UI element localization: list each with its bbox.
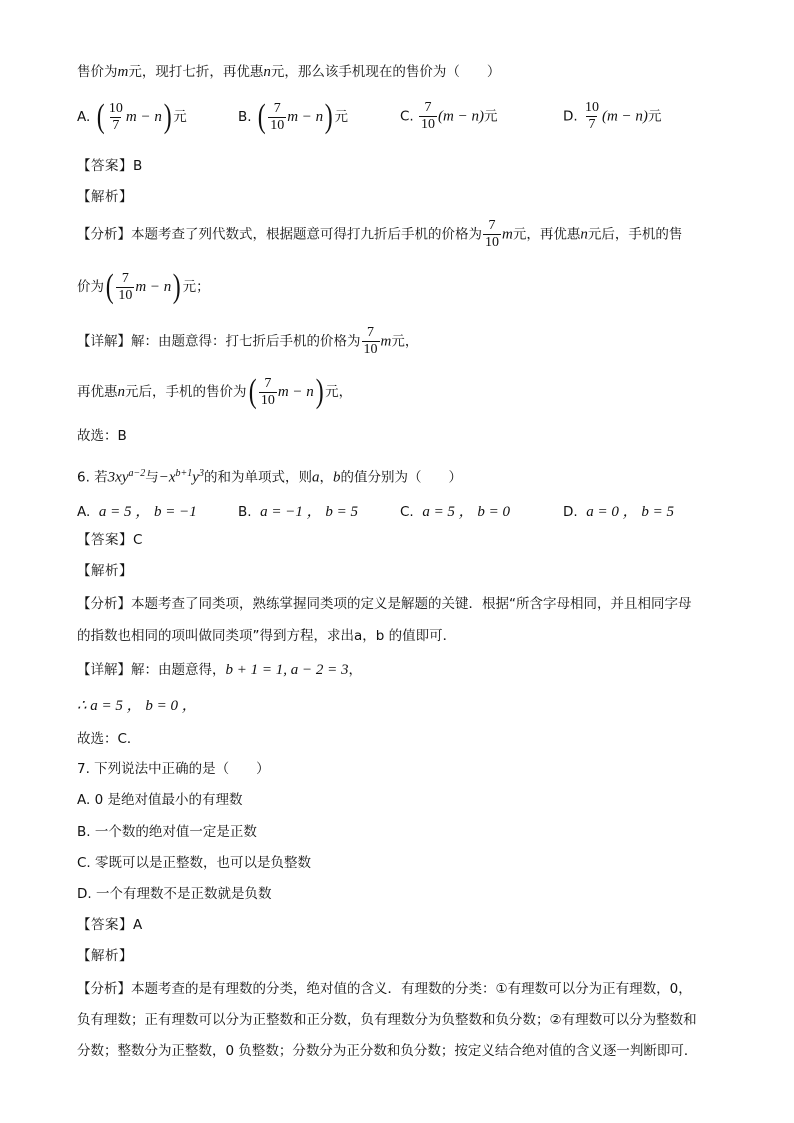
q5-jiexi: 【解析】 (77, 189, 133, 205)
option-text: a = 5 ， b = 0 (422, 504, 511, 520)
option-letter: C. (400, 504, 414, 520)
text: 的和为单项式，则 (203, 469, 312, 486)
option-letter: A. (77, 109, 91, 125)
option-text: a = 5 ， b = −1 (98, 504, 197, 520)
equation: b + 1 = 1, a − 2 = 3 (225, 662, 349, 678)
term2-y: y (192, 469, 199, 486)
q5-stem-text: 元，现打七折，再优惠 (128, 64, 264, 80)
text: 元后，手机的售价为 (125, 384, 247, 400)
expr: m − n (135, 279, 172, 295)
text: 元， (325, 384, 353, 400)
text: 元后，手机的售 (587, 226, 683, 243)
q5-fenxi-line1 (77, 218, 682, 251)
frac-num: 7 (264, 375, 272, 391)
q6-choose: 故选：C． (77, 731, 141, 747)
q7-option-b: B. 一个数的绝对值一定是正数 (77, 824, 257, 840)
option-letter: D. (563, 504, 578, 520)
text: 6. 若 (77, 469, 108, 486)
q5-answer: 【答案】B (77, 158, 143, 174)
frac-den: 7 (588, 117, 596, 132)
frac-num: 10 (584, 100, 599, 115)
text: 元， (391, 333, 419, 350)
var-n: n (263, 64, 271, 80)
q6-therefore (77, 696, 197, 716)
text: 价为 (77, 279, 104, 295)
frac-den: 10 (485, 235, 499, 250)
q6-xiangjie (77, 660, 362, 680)
q5-option-a: A. ( $\frac{10}{7}$ m − n) 元 (77, 98, 187, 135)
exp: 3 (198, 468, 204, 479)
text: ， (348, 662, 362, 678)
option-letter: B. (238, 109, 252, 125)
frac-num: 7 (424, 100, 432, 115)
frac-den: 10 (260, 392, 275, 408)
term2: −x (158, 469, 176, 486)
option-unit: 元 (334, 109, 348, 125)
var-m: m (117, 64, 129, 80)
frac-den: 10 (363, 342, 378, 357)
q7-fenxi-line1: 【分析】本题考查的是有理数的分类，绝对值的含义．有理数的分类：①有理数可以分为正有理数，0， (77, 981, 692, 997)
var-b: b (332, 469, 341, 486)
option-letter: C. (400, 108, 414, 125)
q5-choose: 故选：B (77, 428, 127, 444)
text: ， (319, 469, 333, 486)
option-letter: A. (77, 504, 91, 520)
q7-fenxi-line2: 负有理数；正有理数可以分为正整数和正分数，负有理数分为负整数和负分数；②有理数可以分为整数和 (77, 1012, 697, 1028)
option-unit: 元 (483, 108, 498, 125)
text: 【详解】解：由题意得：打七折后手机的价格为 (77, 333, 361, 350)
text: 【详解】解：由题意得， (77, 662, 226, 678)
q5-stem-text: 元，那么该手机现在的售价为（ ） (270, 64, 501, 80)
frac-den: 10 (118, 287, 133, 303)
option-unit: 元 (647, 108, 662, 125)
frac-num: 7 (121, 270, 129, 286)
q5-stem-text: 售价为 (77, 64, 118, 80)
q7-answer: 【答案】A (77, 917, 143, 933)
frac-num: 7 (273, 100, 281, 116)
q5-option-c (400, 100, 497, 133)
q6-option-d (563, 500, 674, 521)
q6-fenxi-line1: 【分析】本题考查了同类项，熟练掌握同类项的定义是解题的关键．根据“所含字母相同，并且相同字母 (77, 596, 692, 612)
option-expr: (m − n) (601, 108, 648, 125)
q6-jiexi: 【解析】 (77, 563, 133, 579)
frac-num: 7 (367, 325, 374, 340)
var-m: m (380, 333, 392, 350)
text: 再优惠 (77, 384, 118, 400)
text: 【分析】本题考查了列代数式，根据题意可得打九折后手机的价格为 (77, 226, 482, 243)
option-expr: (m − n) (438, 108, 484, 125)
option-letter: B. (238, 504, 252, 520)
exp: a−2 (128, 468, 146, 479)
option-text: a = 0 ， b = 5 (586, 504, 675, 520)
q5-option-d (563, 100, 661, 133)
q6-option-c (400, 500, 510, 521)
q5-fenxi-line2: 价为( $\frac{7}{10}$ m − n) 元； (77, 268, 210, 305)
text: 的值分别为（ ） (340, 469, 462, 486)
frac-num: 10 (108, 100, 123, 116)
var-a: a (311, 469, 320, 486)
q7-option-c: C. 零既可以是正整数，也可以是负整数 (77, 855, 312, 871)
option-expr: m − n (287, 109, 324, 125)
text: 元； (182, 279, 210, 295)
q6-answer: 【答案】C (77, 532, 143, 548)
text: 元，再优惠 (512, 226, 581, 243)
exp: b+1 (175, 468, 193, 479)
q7-option-a: A. 0 是绝对值最小的有理数 (77, 792, 243, 808)
q6-stem (77, 464, 462, 488)
option-letter: D. (563, 108, 578, 125)
option-expr: m − n (125, 109, 162, 125)
q6-fenxi-line2: 的指数也相同的项叫做同类项”得到方程，求出a，b 的值即可． (77, 628, 457, 644)
option-unit: 元 (173, 109, 187, 125)
q7-fenxi-line3: 分数；整数分为正整数，0 负整数；分数分为正分数和负分数；按定义结合绝对值的含义逐一判断即可． (77, 1043, 698, 1059)
var-m: m (502, 226, 513, 243)
q6-option-a (77, 500, 197, 521)
var-n: n (580, 226, 588, 243)
frac-num: 7 (488, 218, 496, 233)
q5-stem (77, 62, 500, 82)
text: 与 (145, 469, 159, 486)
q5-option-b: B. ( $\frac{7}{10}$ m − n) 元 (238, 98, 348, 135)
frac-den: 7 (112, 117, 120, 133)
therefore-text: ∴ a = 5 ， b = 0 ， (77, 698, 197, 714)
q5-xiangjie-line1 (77, 325, 418, 358)
frac-den: 10 (270, 117, 285, 133)
var-n: n (117, 384, 125, 400)
frac-den: 10 (421, 117, 436, 132)
q5-xiangjie-line2: 再优惠n元后，手机的售价为( $\frac{7}{10}$ m − n) 元， (77, 373, 353, 410)
expr: m − n (277, 384, 314, 400)
option-text: a = −1 ， b = 5 (260, 504, 359, 520)
q6-option-b (238, 500, 358, 521)
q7-stem: 7. 下列说法中正确的是（ ） (77, 761, 270, 777)
q7-jiexi: 【解析】 (77, 948, 133, 964)
term1: 3xy (107, 469, 129, 486)
q7-option-d: D. 一个有理数不是正数就是负数 (77, 886, 272, 902)
